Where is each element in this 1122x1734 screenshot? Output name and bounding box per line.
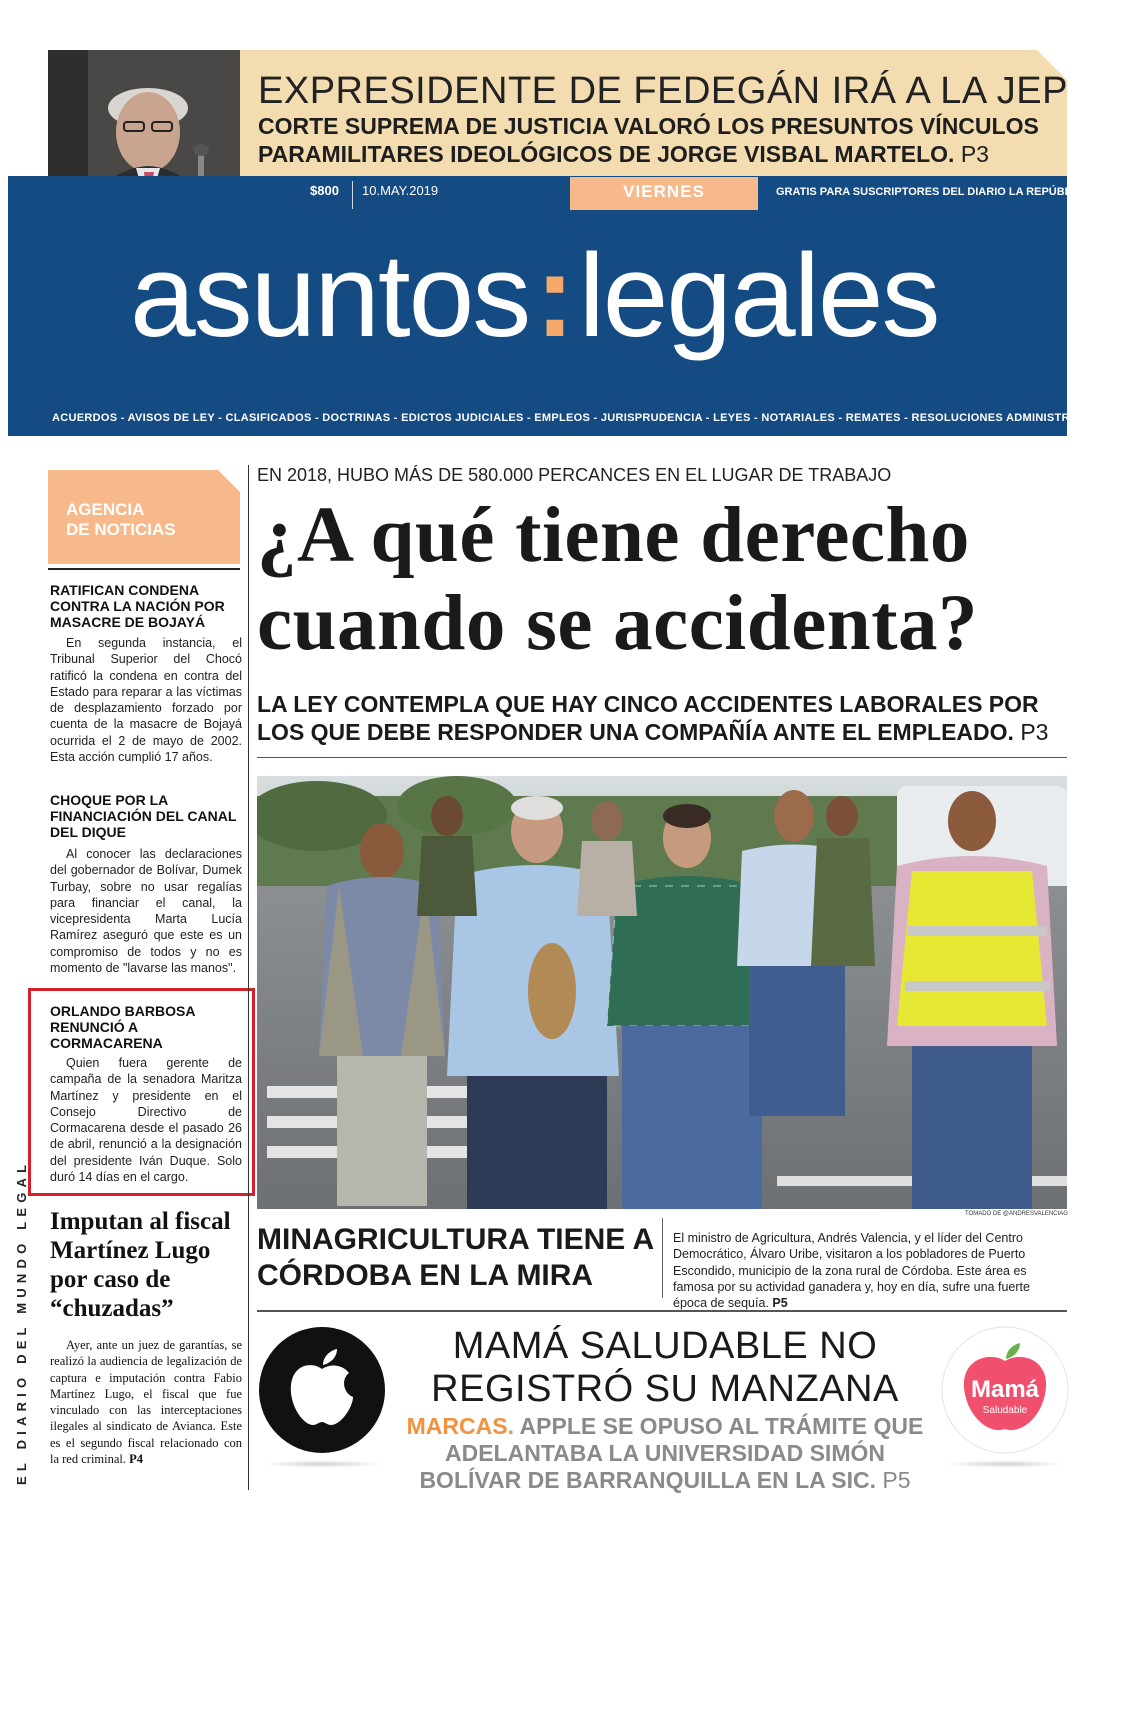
price-label: $800 [310, 183, 339, 198]
second-headline[interactable]: MINAGRICULTURA TIENE A CÓRDOBA EN LA MIRA [257, 1223, 654, 1292]
main-deck-text: LA LEY CONTEMPLA QUE HAY CINCO ACCIDENTES LABORALES POR LOS QUE DEBE RESPONDER UNA COMPAÑÍA ANTE EL EMPLEADO. [257, 691, 1039, 745]
brand-section-label: MARCAS. [406, 1413, 514, 1439]
group-photo-image [257, 776, 1067, 1209]
teaser-page-ref: P3 [960, 141, 989, 167]
teaser-text[interactable] [258, 112, 1048, 168]
apple-logo-graphic [257, 1325, 387, 1455]
teaser-kicker[interactable]: EXPRESIDENTE DE FEDEGÁN IRÁ A LA JEP [258, 70, 1068, 112]
brand-page-ref: P5 [882, 1467, 911, 1493]
brief-headline-bojaya[interactable]: RATIFICAN CONDENA CONTRA LA NACIÓN POR MASACRE DE BOJAYÁ [50, 582, 225, 630]
main-deck [257, 690, 1067, 746]
mama-logo-sub: Saludable [982, 1405, 1028, 1416]
brief-body-chuzadas-text [50, 1337, 242, 1467]
apple-logo-icon [257, 1325, 387, 1455]
second-caption-text: El ministro de Agricultura, Andrés Valencia, y el líder del Centro Democrático, Álvaro Uribe, visitaron a los pobladores de Puerto Escondido, municipio de la zona rural de Córdoba. Este área es famosa por su actividad ganadera y, hoy en día, sufre una fuerte época de sequía. [673, 1231, 1030, 1311]
brand-headline[interactable]: MAMÁ SALUDABLE NO REGISTRÓ SU MANZANA [431, 1325, 899, 1410]
brand-logo[interactable] [130, 228, 970, 364]
vertical-tagline [12, 1159, 36, 1485]
brand-deck-text: APPLE SE OPUSO AL TRÁMITE QUE ADELANTABA LA UNIVERSIDAD SIMÓN BOLÍVAR DE BARRANQUILLA EN LA SIC. [419, 1413, 924, 1493]
agency-label [66, 500, 226, 540]
brief-body-bojaya [50, 635, 242, 765]
brief-body-cormacarena-text: Quien fuera gerente de campaña de la senadora Maritza Martínez y presidente en el Consejo Directivo de Cormacarena desde el pasado 26 de abril, renunció a la designación del presidente Iván Duque. Solo duró 14 días en el cargo. [50, 1056, 242, 1185]
mama-logo-word: Mamá [970, 1376, 1040, 1403]
photo-credit: TOMADO DE @ANDRESVALENCIAG [965, 1211, 1068, 1217]
apple-logo-shadow [262, 1460, 382, 1468]
agency-label-line2: DE NOTICIAS [66, 520, 176, 539]
brief-body-chuzadas-copy: Ayer, ante un juez de garantías, se realizó la audiencia de legalización de captura e imputación contra Fabio Martínez Lugo, el fiscal que fue vinculado con las interceptaciones ilegales al sindicato de Avianca. Este es el segundo fiscal relacionado con la red criminal. [50, 1338, 242, 1467]
issue-date: 10.MAY.2019 [362, 183, 439, 198]
brief-headline-cormacarena[interactable]: ORLANDO BARBOSA RENUNCIÓ A CORMACARENA [50, 1003, 195, 1051]
brief-body-canal-text: Al conocer las declaraciones del gobernador de Bolívar, Dumek Turbay, sobre no usar regalías para financiar el canal, la vicepresidenta Marta Lucía Ramírez aseguró que este es un compromiso de todos y no es momento de "lavarse las manos". [50, 847, 242, 976]
mama-saludable-logo-icon [940, 1325, 1070, 1455]
brief-body-cormacarena [50, 1055, 242, 1185]
subscriber-note: GRATIS PARA SUSCRIPTORES DEL DIARIO LA REPÚBLICA [776, 186, 1091, 198]
brand-deck [400, 1413, 930, 1494]
main-headline[interactable]: ¿A qué tiene derecho cuando se accidenta? [257, 492, 978, 667]
teaser-text-body: CORTE SUPREMA DE JUSTICIA VALORÓ LOS PRESUNTOS VÍNCULOS PARAMILITARES IDEOLÓGICOS DE JORGE VISBAL MARTELO. [258, 113, 1039, 167]
main-kicker: EN 2018, HUBO MÁS DE 580.000 PERCANCES EN EL LUGAR DE TRABAJO [257, 465, 892, 485]
date-divider [352, 181, 353, 209]
day-label: VIERNES [623, 182, 705, 201]
mama-logo-shadow [945, 1460, 1065, 1468]
second-divider [662, 1218, 663, 1298]
brand-rule [257, 1310, 1067, 1312]
second-caption [673, 1230, 1067, 1311]
section-list[interactable]: ACUERDOS - AVISOS DE LEY - CLASIFICADOS - DOCTRINAS - EDICTOS JUDICIALES - EMPLEOS - JURISPRUDENCIA - LEYES - NOTARIALES - REMATES - RESOLUCIONES ADMINISTRATIVAS [52, 412, 1111, 424]
brand-word-left: asuntos [130, 230, 530, 362]
brief-headline-chuzadas[interactable]: Imputan al fiscal Martínez Lugo por caso de “chuzadas” [50, 1208, 231, 1322]
column-divider [248, 465, 249, 1490]
brief-headline-canal[interactable]: CHOQUE POR LA FINANCIACIÓN DEL CANAL DEL DIQUE [50, 792, 237, 840]
agency-label-line1: AGENCIA [66, 500, 145, 519]
vertical-tagline-text: EL DIARIO DEL MUNDO LEGAL [14, 1159, 29, 1485]
main-rule [257, 757, 1067, 758]
brand-colon: : [535, 230, 573, 362]
agency-rule [48, 568, 240, 570]
brief-body-bojaya-text: En segunda instancia, el Tribunal Superior del Chocó ratificó la condena en contra del Estado para reparar a las víctimas de desplazamiento forzado por cuenta de la masacre de Bojayá ocurrida el 2 de mayo de 2002. Esta acción cumplió 17 años. [50, 636, 242, 765]
brief-body-chuzadas [50, 1337, 242, 1467]
mama-logo-graphic [940, 1325, 1070, 1455]
brief-page-ref: P4 [129, 1452, 144, 1467]
brand-word-right: legales [578, 230, 939, 362]
second-page-ref: P5 [772, 1296, 788, 1311]
brief-body-canal [50, 846, 242, 976]
main-page-ref: P3 [1020, 719, 1049, 745]
lead-photo[interactable] [257, 776, 1067, 1209]
